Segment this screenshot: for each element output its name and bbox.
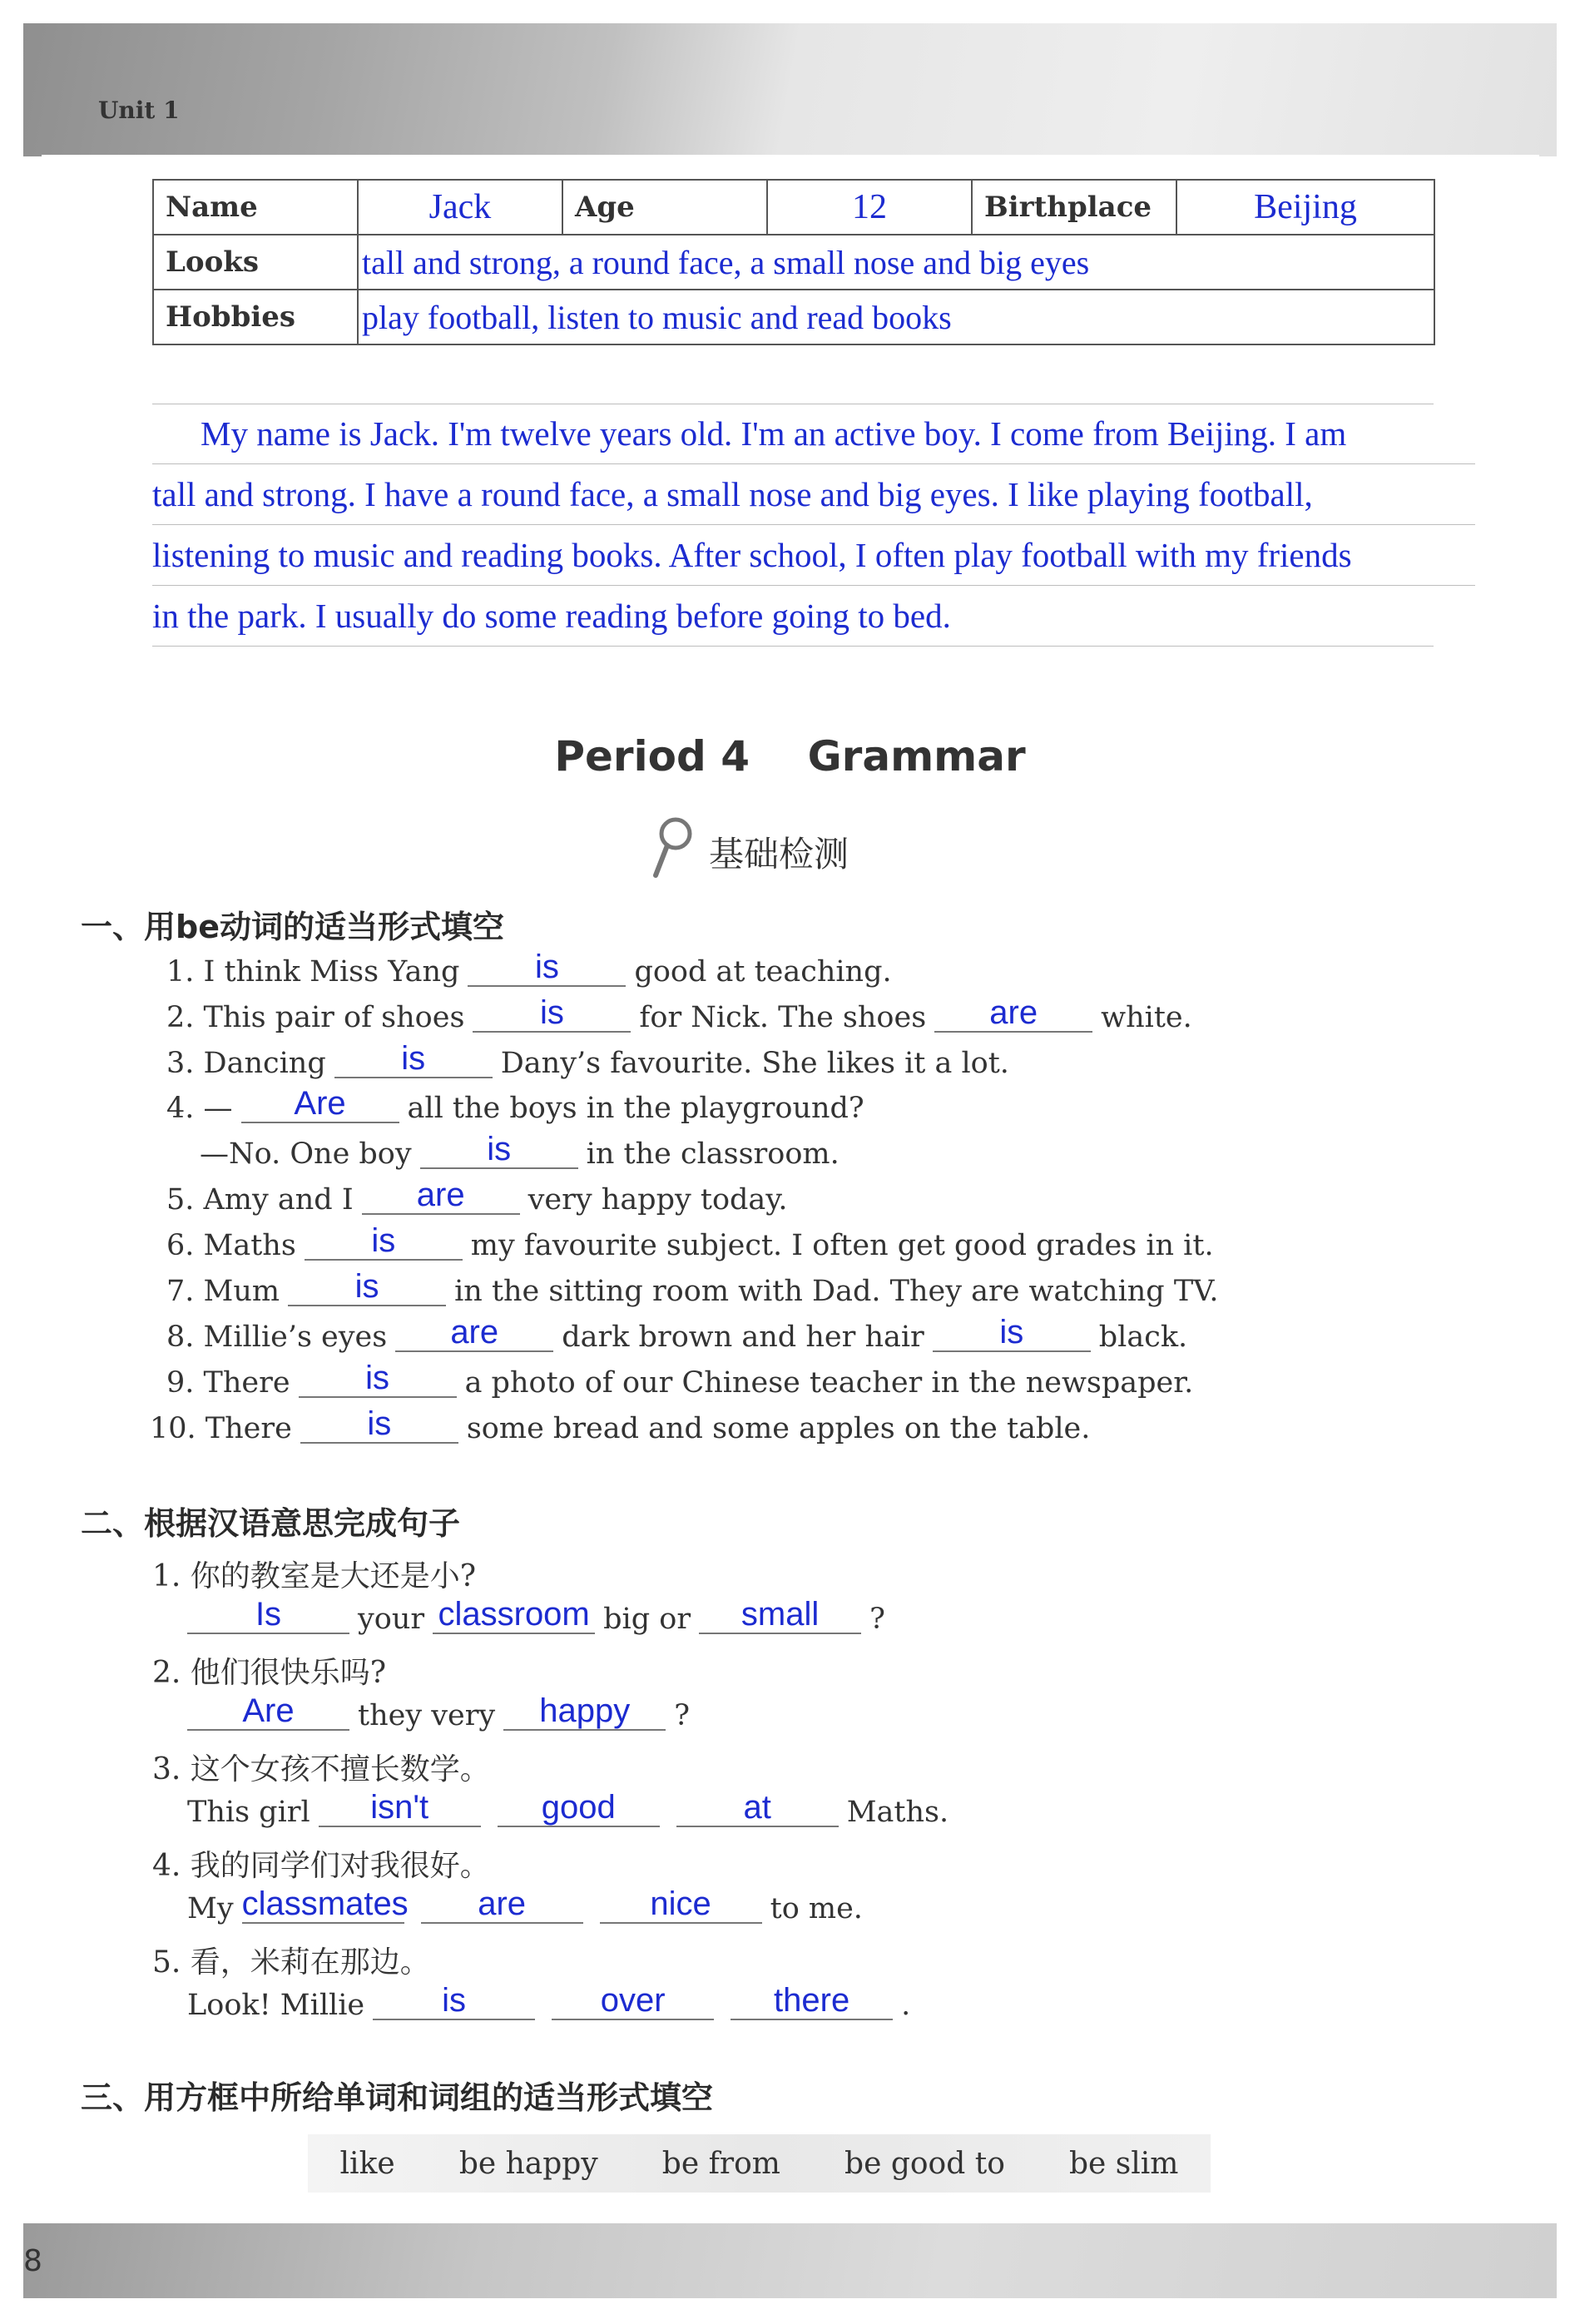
item-text: white.	[1101, 1001, 1192, 1034]
answer-blank[interactable]: Are	[187, 1692, 349, 1731]
name-value: Jack	[358, 180, 562, 235]
answer-blank[interactable]: are	[421, 1885, 583, 1924]
age-value: 12	[767, 180, 972, 235]
bottom-banner	[23, 2223, 1557, 2298]
item-text: dark brown and her hair	[562, 1321, 924, 1354]
exercise-item	[166, 996, 1192, 1034]
item-text: 5. Amy and I	[166, 1183, 354, 1217]
hobbies-value: play football, listen to music and read books	[358, 290, 1434, 344]
answer-blank[interactable]: is	[288, 1268, 446, 1306]
page-number: 8	[23, 2244, 42, 2278]
question-chinese: 3. 这个女孩不擅长数学。	[152, 1752, 490, 1786]
answer-blank[interactable]: is	[468, 949, 626, 987]
item-text: My	[187, 1892, 234, 1925]
answer-blank[interactable]: nice	[600, 1885, 762, 1924]
subtitle-text: 基础检测	[709, 834, 849, 875]
question-chinese: 1. 你的教室是大还是小?	[152, 1559, 477, 1593]
item-text: a photo of our Chinese teacher in the newspaper.	[464, 1366, 1194, 1400]
item-text: to me.	[770, 1892, 863, 1925]
item-text: 9. There	[166, 1366, 290, 1400]
answer-blank[interactable]: happy	[503, 1692, 666, 1731]
item-text: good at teaching.	[634, 955, 892, 989]
item-text: in the classroom.	[586, 1137, 840, 1171]
answer-blank[interactable]: Is	[187, 1596, 349, 1634]
word-option: be from	[661, 2146, 780, 2181]
item-text: very happy today.	[527, 1183, 788, 1217]
exercise-item	[166, 950, 892, 989]
answer-blank[interactable]: good	[498, 1789, 660, 1827]
word-option: be happy	[458, 2146, 598, 2181]
question-chinese: 4. 我的同学们对我很好。	[152, 1849, 490, 1883]
exercise-item	[166, 1224, 1214, 1262]
item-text: Maths.	[846, 1796, 949, 1829]
section-title: Period 4 Grammar	[554, 732, 1026, 780]
item-text: .	[901, 1989, 911, 2022]
word-box	[308, 2134, 1211, 2193]
answer-blank[interactable]: are	[934, 994, 1092, 1033]
answer-blank[interactable]: are	[362, 1177, 520, 1215]
exercise-item	[179, 1694, 690, 1732]
item-text: they very	[358, 1699, 496, 1732]
exercise-item	[166, 1087, 864, 1125]
word-option: be slim	[1068, 2146, 1179, 2181]
item-text: 4. —	[166, 1092, 233, 1125]
item-text: some bread and some apples on the table.	[466, 1412, 1091, 1445]
word-option: be good to	[844, 2146, 1005, 2181]
answer-blank[interactable]: are	[395, 1314, 553, 1352]
item-text: 10. There	[150, 1412, 292, 1445]
item-text: black.	[1098, 1321, 1188, 1354]
answer-blank[interactable]: is	[300, 1405, 458, 1444]
birthplace-label: Birthplace	[972, 180, 1176, 235]
exercise-item	[187, 1887, 863, 1925]
item-text: 3. Dancing	[166, 1047, 326, 1080]
info-table	[152, 179, 1435, 345]
answer-blank[interactable]: is	[334, 1040, 493, 1078]
item-text: for Nick. The shoes	[639, 1001, 927, 1034]
word-option: like	[339, 2146, 395, 2181]
answer-blank[interactable]: classroom	[433, 1596, 595, 1634]
item-text: Look! Millie	[187, 1989, 365, 2022]
answer-blank[interactable]: is	[473, 994, 631, 1033]
exercise-item	[187, 1791, 948, 1829]
item-text: 1. I think Miss Yang	[166, 955, 460, 989]
exercise-item	[166, 1270, 1218, 1308]
item-text: ?	[674, 1699, 690, 1732]
item-text: all the boys in the playground?	[407, 1092, 864, 1125]
exercise-item	[166, 1042, 1009, 1080]
item-text: 6. Maths	[166, 1229, 296, 1262]
question-chinese: 2. 他们很快乐吗?	[152, 1656, 387, 1690]
answer-blank[interactable]: at	[676, 1789, 839, 1827]
composition-line: My name is Jack. I'm twelve years old. I'm an active boy. I come from Beijing. I am	[152, 404, 1475, 464]
answer-blank[interactable]: is	[933, 1314, 1091, 1352]
exercise-item	[187, 1984, 910, 2022]
exercise-item	[179, 1598, 885, 1636]
answer-blank[interactable]: classmates	[241, 1885, 409, 1922]
item-text: ?	[869, 1603, 885, 1636]
item-text: your	[358, 1603, 425, 1636]
answer-blank[interactable]: Are	[241, 1085, 399, 1123]
item-text: my favourite subject. I often get good grades in it.	[470, 1229, 1214, 1262]
composition-line: tall and strong. I have a round face, a small nose and big eyes. I like playing football,	[152, 464, 1475, 525]
item-text: big or	[603, 1603, 691, 1636]
answer-blank[interactable]: is	[299, 1360, 457, 1398]
answer-blank[interactable]: is	[373, 1982, 535, 2020]
unit-label: Unit 1	[98, 97, 180, 124]
item-text: in the sitting room with Dad. They are watching TV.	[454, 1275, 1219, 1308]
part1-heading: 一、用be动词的适当形式填空	[81, 909, 504, 945]
composition-line: listening to music and reading books. After school, I often play football with my friends	[152, 525, 1475, 586]
part3-heading: 三、用方框中所给单词和词组的适当形式填空	[81, 2079, 714, 2116]
exercise-item	[166, 1361, 1193, 1400]
name-label: Name	[153, 180, 358, 235]
answer-blank[interactable]: over	[552, 1982, 714, 2020]
item-text: This girl	[187, 1796, 310, 1829]
age-label: Age	[562, 180, 767, 235]
exercise-item	[166, 1316, 1187, 1354]
hobbies-label: Hobbies	[153, 290, 358, 344]
composition-line: in the park. I usually do some reading before going to bed.	[152, 586, 1434, 647]
exercise-item	[200, 1132, 840, 1171]
item-text: 2. This pair of shoes	[166, 1001, 465, 1034]
magnifier-icon	[649, 815, 694, 889]
item-text: 7. Mum	[166, 1275, 280, 1308]
answer-blank[interactable]: isn't	[319, 1789, 481, 1827]
part2-heading: 二、根据汉语意思完成句子	[81, 1505, 461, 1542]
answer-blank[interactable]: there	[731, 1982, 893, 2020]
birthplace-value: Beijing	[1176, 180, 1434, 235]
answer-blank[interactable]: is	[420, 1131, 578, 1169]
subtitle	[649, 815, 849, 889]
top-banner	[23, 23, 1557, 156]
looks-label: Looks	[153, 235, 358, 290]
item-text: —No. One boy	[200, 1137, 412, 1171]
answer-blank[interactable]: small	[699, 1596, 861, 1634]
exercise-item	[166, 1178, 788, 1217]
exercise-item	[150, 1407, 1090, 1445]
item-text: 8. Millie’s eyes	[166, 1321, 388, 1354]
question-chinese: 5. 看，米莉在那边。	[152, 1945, 430, 1980]
item-text: Dany’s favourite. She likes it a lot.	[500, 1047, 1009, 1080]
composition	[152, 404, 1475, 647]
answer-blank[interactable]: is	[305, 1222, 463, 1261]
looks-value: tall and strong, a round face, a small nose and big eyes	[358, 235, 1434, 290]
